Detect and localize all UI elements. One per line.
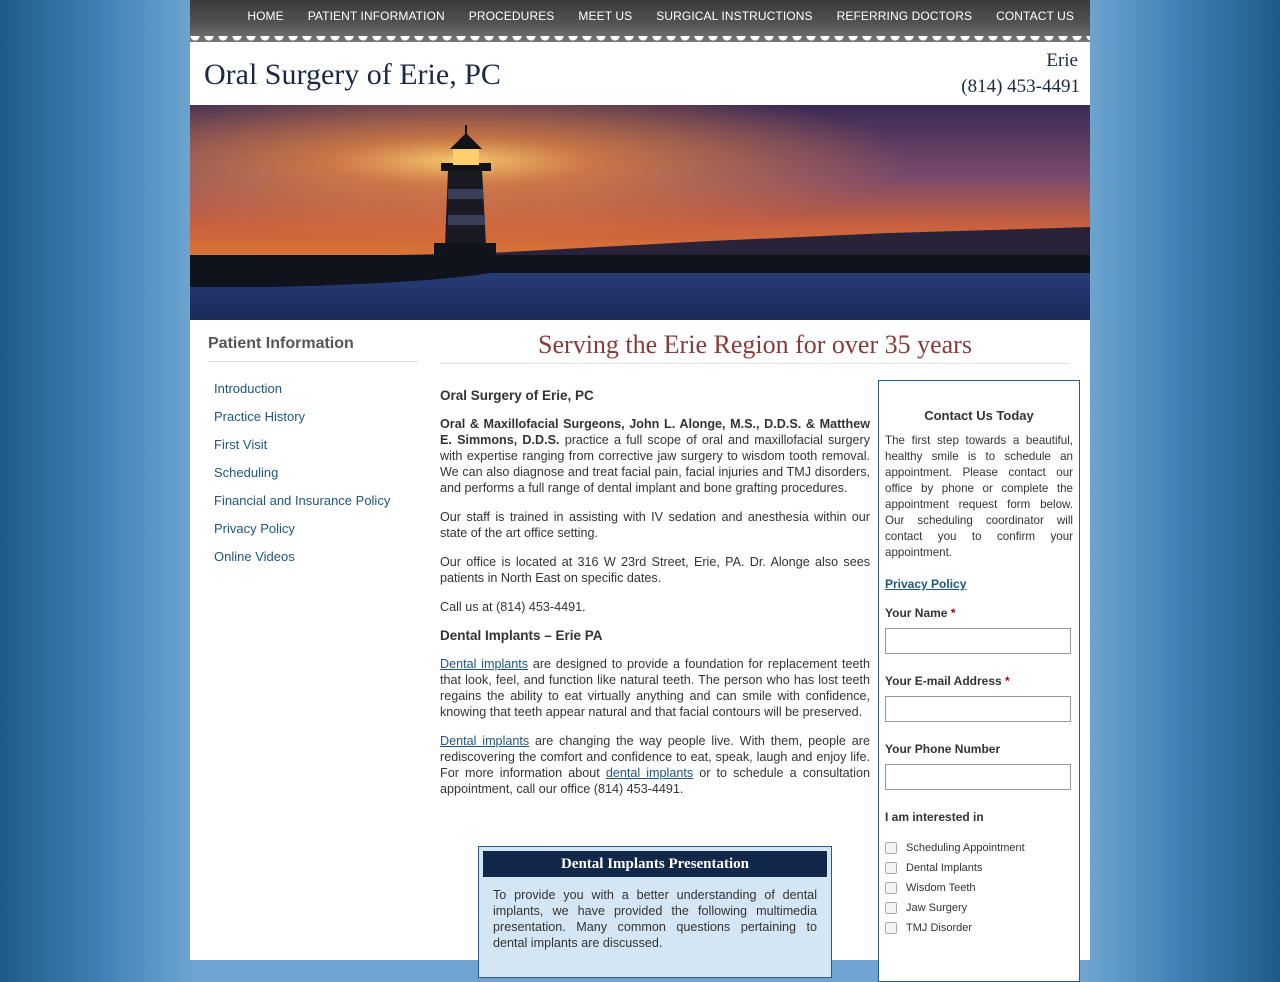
interest-label: TMJ Disorder: [906, 922, 973, 934]
contact-blurb: The first step towards a beautiful, healthy smile is to schedule an appointment. Please contact our office by phone or complete the appointment request form below. Our scheduling coordinator will contact you to confirm your appointment.: [885, 434, 1073, 559]
interest-label: Dental Implants: [906, 862, 983, 874]
privacy-policy-link[interactable]: Privacy Policy: [885, 577, 967, 591]
required-marker: *: [1005, 674, 1010, 688]
interest-label: Wisdom Teeth: [906, 882, 976, 894]
checkbox[interactable]: [885, 882, 897, 894]
content-paragraph-location: Our office is located at 316 W 23rd Street, Erie, PA. Dr. Alonge also sees patients in North East on specific dates.: [440, 555, 870, 585]
sidebar-item-financial-insurance[interactable]: Financial and Insurance Policy: [214, 493, 391, 508]
sidebar-item-privacy-policy[interactable]: Privacy Policy: [214, 521, 295, 536]
nav-surgical-instructions[interactable]: SURGICAL INSTRUCTIONS: [656, 9, 813, 23]
contact-title: Contact Us Today: [924, 408, 1034, 423]
nav-procedures[interactable]: PROCEDURES: [468, 9, 555, 23]
sidebar-item-introduction[interactable]: Introduction: [214, 381, 282, 396]
phone-label: Your Phone Number: [885, 742, 1001, 756]
torn-edge-decoration: [190, 36, 1090, 46]
implants-text-2: are changing the way people live. With them, people are rediscovering the comfort and confidence to eat, speak, laugh and enjoy life. For more information about: [440, 734, 870, 780]
interest-option[interactable]: [885, 858, 1073, 878]
interests-checkbox-list: [885, 838, 1073, 938]
checkbox[interactable]: [885, 922, 897, 934]
phone-input[interactable]: [885, 764, 1071, 790]
content-paragraph-call: Call us at (814) 453-4491.: [440, 600, 586, 614]
content-heading-implants: Dental Implants – Erie PA: [440, 628, 603, 643]
content-paragraph-implants-2: [440, 733, 870, 797]
header-phone: (814) 453-4491: [961, 76, 1080, 97]
checkbox[interactable]: [885, 842, 897, 854]
phone-field-group: [879, 742, 1079, 790]
main-content: [440, 388, 870, 810]
presentation-box: [478, 846, 832, 978]
dental-implants-link[interactable]: Dental implants: [440, 657, 529, 671]
implants-text-1: are designed to provide a foundation for replacement teeth that look, feel, and function like natural teeth. The person who has lost teeth regains the ability to eat virtually anything and can smile with confidence, knowing that teeth appear natural and that facial contours will be preserved.: [440, 657, 870, 719]
nav-meet-us[interactable]: MEET US: [578, 9, 633, 23]
surgeons-names: Oral & Maxillofacial Surgeons, John L. Alonge, M.S., D.D.S. & Matthew E. Simmons, D.D.S.: [440, 417, 870, 447]
nav-patient-information[interactable]: PATIENT INFORMATION: [307, 9, 445, 23]
page-container: [190, 0, 1090, 960]
contact-form-panel: [878, 380, 1080, 982]
nav-home[interactable]: HOME: [247, 9, 284, 23]
nav-contact-us[interactable]: CONTACT US: [996, 9, 1074, 23]
sidebar-item-practice-history[interactable]: Practice History: [214, 409, 306, 424]
interest-option[interactable]: [885, 898, 1073, 918]
name-label: Your Name *: [885, 606, 956, 620]
content-paragraph-staff: Our staff is trained in assisting with IV sedation and anesthesia within our state of the art office setting.: [440, 510, 870, 540]
top-navigation: [190, 0, 1090, 42]
content-heading-practice: Oral Surgery of Erie, PC: [440, 388, 594, 403]
header-city: Erie: [1046, 50, 1078, 71]
presentation-title: Dental Implants Presentation: [483, 851, 827, 877]
sidebar-patient-info: [208, 335, 418, 576]
dental-implants-link[interactable]: Dental implants: [440, 734, 530, 748]
interest-option[interactable]: [885, 878, 1073, 898]
intro-text: practice a full scope of oral and maxillofacial surgery with expertise ranging from corrective jaw surgery to wisdom tooth removal. We can also diagnose and treat facial pain, facial injuries and TMJ disorders, and performs a full range of dental implant and bone grafting procedures.: [440, 433, 870, 495]
dental-implants-link[interactable]: dental implants: [605, 766, 694, 780]
checkbox[interactable]: [885, 862, 897, 874]
interest-option[interactable]: [885, 838, 1073, 858]
required-marker: *: [950, 606, 956, 620]
interest-label: Jaw Surgery: [906, 902, 968, 914]
email-field-group: [879, 674, 1079, 722]
nav-menu: [247, 9, 1074, 23]
interests-label: I am interested in: [885, 810, 984, 824]
lighthouse-sunset-illustration: [190, 105, 1090, 320]
sidebar-title: Patient Information: [208, 335, 418, 362]
email-input[interactable]: [885, 696, 1071, 722]
presentation-text: To provide you with a better understanding of dental implants, we have provided the following multimedia presentation. Many common questions pertaining to dental implants are discussed.: [493, 888, 817, 950]
implants-text-3: or to schedule a consultation appointment, call our office (814) 453-4491.: [440, 766, 870, 796]
interest-option[interactable]: [885, 918, 1073, 938]
nav-referring-doctors[interactable]: REFERRING DOCTORS: [836, 9, 973, 23]
email-label: Your E-mail Address *: [885, 674, 1010, 688]
content-paragraph-implants-1: [440, 656, 870, 720]
checkbox[interactable]: [885, 902, 897, 914]
name-input[interactable]: [885, 628, 1071, 654]
sidebar-item-online-videos[interactable]: Online Videos: [214, 549, 295, 564]
hero-lighthouse-image: [190, 105, 1090, 320]
name-field-group: [879, 606, 1079, 654]
interest-label: Scheduling Appointment: [906, 842, 1025, 854]
site-logo-text[interactable]: Oral Surgery of Erie, PC: [204, 58, 501, 91]
sidebar-item-first-visit[interactable]: First Visit: [214, 437, 268, 452]
interests-group: [879, 810, 1079, 824]
page-tagline: Serving the Erie Region for over 35 years: [440, 330, 1070, 364]
sidebar-item-scheduling[interactable]: Scheduling: [214, 465, 279, 480]
content-paragraph-intro: [440, 416, 870, 496]
sidebar-menu: [214, 380, 418, 566]
